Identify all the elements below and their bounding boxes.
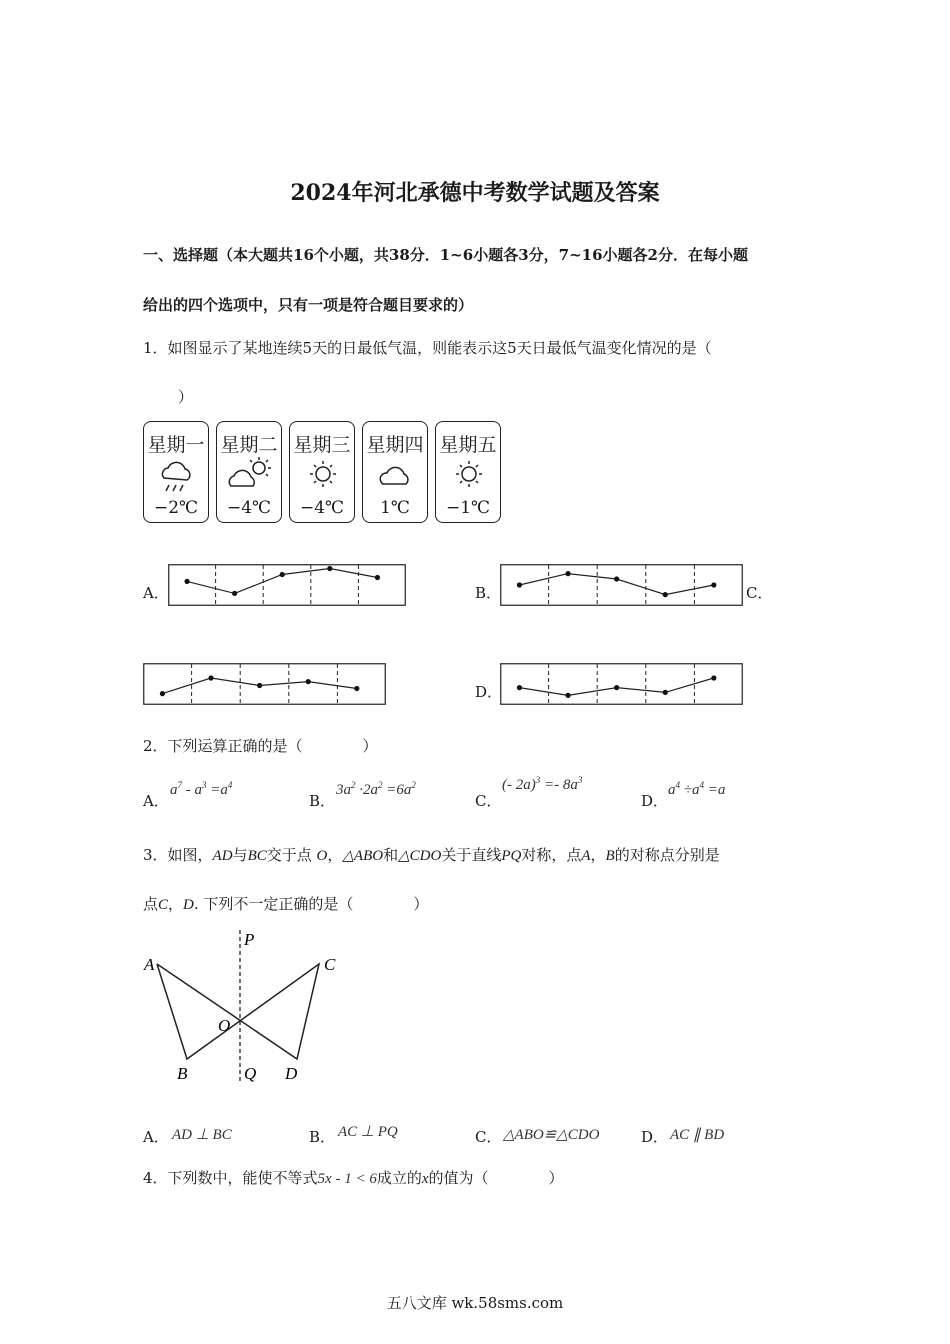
weather-card xyxy=(289,421,355,523)
expr-part: - a xyxy=(182,782,202,798)
stem-math: △CDO xyxy=(398,848,442,864)
weather-temp: 1℃ xyxy=(380,498,410,518)
q1-option-a-label[interactable]: A． xyxy=(143,584,169,602)
stem-text: 成立的 xyxy=(376,1169,422,1187)
cloud-rain-icon xyxy=(144,456,210,496)
expr-part: ÷a xyxy=(680,782,700,798)
point-label-q: Q xyxy=(244,1064,257,1083)
stem-text: 的对称点分别是 xyxy=(614,846,720,864)
chart-point xyxy=(257,683,262,688)
q3-option-b-label[interactable]: B． xyxy=(309,1128,336,1146)
chart-point xyxy=(160,691,165,696)
q3-option-b-text[interactable]: AC ⊥ PQ xyxy=(338,1124,398,1140)
expr-sup: 7 xyxy=(177,780,182,790)
weather-temp: −2℃ xyxy=(153,498,199,518)
point-label-a: A xyxy=(144,955,155,974)
stem-text: . 下列不一定正确的是（ ） xyxy=(193,895,429,913)
stem-text: 关于直线 xyxy=(441,846,502,864)
point-label-c: C xyxy=(324,955,336,974)
q2-option-b-expr[interactable] xyxy=(336,780,416,799)
q2-stem: 2．下列运算正确的是（ ） xyxy=(143,737,378,755)
chart-point xyxy=(517,685,522,690)
stem-text: 交于点 xyxy=(266,846,312,864)
weather-card xyxy=(143,421,209,523)
chart-point xyxy=(663,690,668,695)
sun-icon xyxy=(290,456,356,496)
cloud-icon xyxy=(363,456,429,496)
q3-option-c-label[interactable]: C． xyxy=(475,1128,502,1146)
chart-point xyxy=(327,566,332,571)
chart-point xyxy=(663,592,668,597)
q1-stem-line1: 1．如图显示了某地连续5天的日最低气温，则能表示这5天日最低气温变化情况的是（ xyxy=(143,339,712,357)
stem-text: ， xyxy=(590,846,606,864)
stem-math: D xyxy=(183,897,194,913)
stem-math: △ABO xyxy=(342,848,384,864)
stem-text: 4．下列数中，能使不等式 xyxy=(143,1169,318,1187)
weather-day: 星期二 xyxy=(220,434,278,456)
expr-sup: 3 xyxy=(577,775,583,785)
stem-math: 5x - 1 < 6 xyxy=(317,1171,377,1187)
chart-point xyxy=(184,579,189,584)
stem-math: O xyxy=(316,848,328,864)
stem-text: ， xyxy=(327,846,343,864)
q2-option-a-label[interactable]: A． xyxy=(143,792,169,810)
stem-math: A xyxy=(581,848,591,864)
chart-frame xyxy=(501,664,743,705)
q1-stem-line2: ） xyxy=(178,388,194,406)
chart-point xyxy=(614,576,619,581)
page-footer: 五八文库 wk.58sms.com xyxy=(386,1294,564,1312)
q2-option-c-expr[interactable] xyxy=(502,775,582,794)
q2-option-d-expr[interactable] xyxy=(668,780,725,799)
chart-point xyxy=(208,675,213,680)
q3-option-d-text[interactable]: AC ∥ BD xyxy=(670,1127,725,1143)
q1-chart-d[interactable] xyxy=(500,663,743,705)
page-title: 2024年河北承德中考数学试题及答案 xyxy=(290,180,660,206)
q1-option-c-label[interactable]: C． xyxy=(746,584,773,602)
expr-sup: 4 xyxy=(227,780,233,790)
stem-text: 的值为（ ） xyxy=(428,1169,564,1187)
chart-frame xyxy=(169,565,406,606)
sun-icon xyxy=(436,456,502,496)
stem-math: BC xyxy=(247,848,267,864)
q3-option-a-text[interactable]: AD ⊥ BC xyxy=(172,1127,232,1143)
weather-day: 星期一 xyxy=(147,434,205,456)
chart-point xyxy=(306,679,311,684)
stem-math: x xyxy=(421,1171,429,1187)
stem-text: 和 xyxy=(383,846,399,864)
expr-sup: 4 xyxy=(675,780,680,790)
stem-math: AD xyxy=(212,848,233,864)
expr-part: =a xyxy=(206,782,228,798)
stem-math: PQ xyxy=(501,848,522,864)
q1-option-d-label[interactable]: D． xyxy=(475,683,503,701)
chart-point xyxy=(711,675,716,680)
chart-point xyxy=(232,591,237,596)
chart-frame xyxy=(501,565,743,606)
butterfly-triangles xyxy=(157,964,319,1059)
section-heading-line2: 给出的四个选项中，只有一项是符合题目要求的） xyxy=(143,296,474,314)
weather-day: 星期五 xyxy=(439,434,497,456)
stem-text: ， xyxy=(168,895,184,913)
stem-text: 与 xyxy=(232,846,248,864)
chart-frame xyxy=(144,664,386,705)
chart-point xyxy=(280,572,285,577)
expr-part: (- 2a) xyxy=(502,777,536,793)
expr-part: a xyxy=(668,782,676,798)
chart-point xyxy=(517,582,522,587)
stem-math: C xyxy=(158,897,169,913)
expr-part: ·2a xyxy=(355,782,378,798)
weather-card xyxy=(435,421,501,523)
q4-stem xyxy=(143,1167,564,1188)
q2-option-b-label[interactable]: B． xyxy=(309,792,336,810)
stem-text: 点 xyxy=(143,895,159,913)
expr-part: 3a xyxy=(336,782,351,798)
stem-text: 对称，点 xyxy=(521,846,582,864)
stem-math: B xyxy=(605,848,615,864)
expr-sup: 2 xyxy=(411,780,416,790)
chart-point xyxy=(565,571,570,576)
q1-chart-c[interactable] xyxy=(143,663,386,705)
weather-temp: −1℃ xyxy=(445,498,491,518)
point-label-p: P xyxy=(244,930,255,949)
q1-chart-b[interactable] xyxy=(500,564,743,606)
chart-point xyxy=(614,685,619,690)
chart-point xyxy=(354,686,359,691)
chart-point xyxy=(565,693,570,698)
q3-option-d-label[interactable]: D． xyxy=(641,1128,669,1146)
weather-temp: −4℃ xyxy=(299,498,345,518)
expr-sup: 2 xyxy=(351,780,356,790)
expr-part: =- 8a xyxy=(540,777,578,793)
q2-option-d-label[interactable]: D． xyxy=(641,792,669,810)
q3-stem-line2 xyxy=(143,893,428,914)
expr-sup: 3 xyxy=(202,780,207,790)
point-label-d: D xyxy=(285,1064,298,1083)
weather-card xyxy=(362,421,428,523)
sun-cloud-icon xyxy=(217,456,283,496)
expr-sup: 2 xyxy=(378,780,383,790)
q2-option-c-label[interactable]: C． xyxy=(475,792,502,810)
q3-option-a-label[interactable]: A． xyxy=(143,1128,169,1146)
q3-stem-line1 xyxy=(143,844,720,865)
chart-point xyxy=(711,582,716,587)
section-heading-line1: 一、选择题（本大题共16个小题，共38分．1~6小题各3分，7~16小题各2分．在每小题 xyxy=(143,246,748,264)
point-label-b: B xyxy=(177,1064,188,1083)
q2-option-a-expr[interactable] xyxy=(170,780,232,799)
expr-part: a xyxy=(170,782,178,798)
weather-strip xyxy=(143,421,505,527)
expr-part: =a xyxy=(703,782,726,798)
expr-part: =6a xyxy=(382,782,412,798)
stem-text: 3．如图， xyxy=(143,846,213,864)
q3-geometry-figure xyxy=(140,925,350,1090)
weather-card xyxy=(216,421,282,523)
weather-temp: −4℃ xyxy=(226,498,272,518)
q3-option-c-text[interactable]: △ABO≌△CDO xyxy=(503,1127,600,1143)
q1-option-b-label[interactable]: B． xyxy=(475,584,502,602)
q1-chart-a[interactable] xyxy=(168,564,406,606)
expr-sup: 3 xyxy=(535,775,541,785)
weather-day: 星期三 xyxy=(293,434,351,456)
expr-sup: 4 xyxy=(699,780,704,790)
weather-day: 星期四 xyxy=(366,434,424,456)
point-label-o: O xyxy=(218,1016,231,1035)
chart-point xyxy=(375,575,380,580)
